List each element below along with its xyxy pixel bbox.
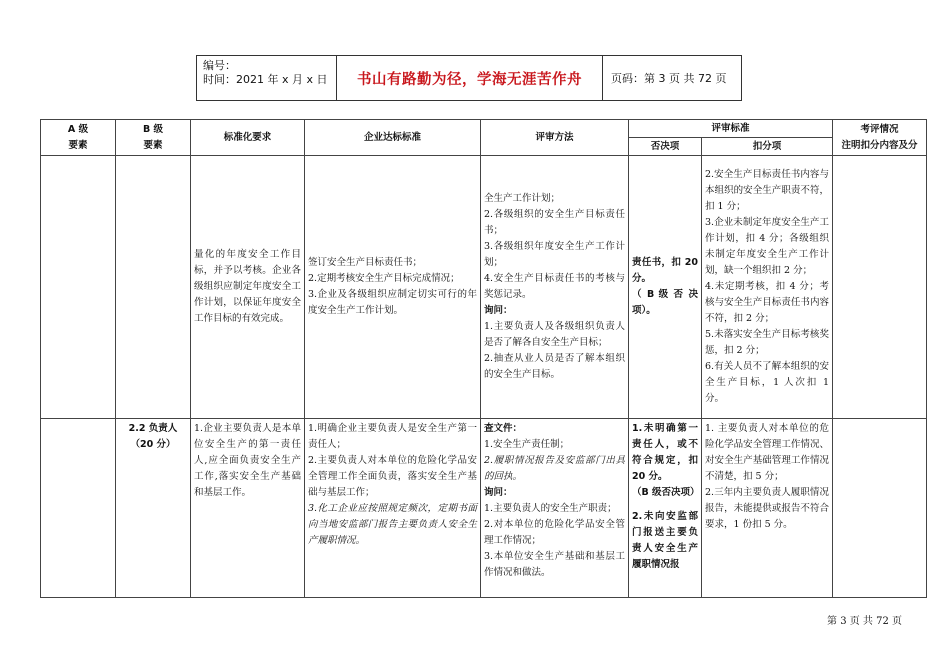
header-review-standard: 评审标准 <box>629 120 833 138</box>
header-veto: 否决项 <box>629 138 702 156</box>
header-evaluation: 考评情况 注明扣分内容及分 <box>833 120 927 156</box>
enterprise-standard-cell: 签订安全生产目标责任书； 2.定期考核安全生产目标完成情况； 3.企业及各级组织应制定切实可行的年度安全生产工作计划。 <box>305 156 481 419</box>
deduct-cell: 2.安全生产目标责任书内容与本组织的安全生产职责不符，扣 1 分； 3.企业未制定年度安全生产工作计划，扣 4 分；各级组织未制定年度安全生产工作计划，缺一个组织扣 2 分； 4.未定期考核，扣 4 分；考核与安全生产目标责任书内容不符，扣 2 分； 5.未落实安全生产目标考核奖惩，扣 2 分； 6.有关人员不了解本组织的安全生产目标，1 人次扣 1 分。 <box>702 156 833 419</box>
enterprise-standard-cell: 1.明确企业主要负责人是安全生产第一责任人； 2.主要负责人对本单位的危险化学品安全管理工作全面负责，落实安全生产基础与基层工作； 3.化工企业应按照规定频次，定期书面向当地安监部门报告主要负责人安全生产履职情况。 <box>305 419 481 598</box>
document-header <box>196 55 742 101</box>
header-motto: 书山有路勤为径，学海无涯苦作舟 <box>337 56 603 100</box>
header-page-label: 页码：第 3 页 共 72 页 <box>611 72 727 85</box>
a-level-cell <box>41 156 116 419</box>
evaluation-cell <box>833 419 927 598</box>
document-number-label: 编号： <box>203 59 236 72</box>
b-level-cell <box>116 156 191 419</box>
table-row <box>41 156 927 419</box>
header-a-level: A 级 要素 <box>41 120 116 156</box>
evaluation-table <box>40 119 927 598</box>
a-level-cell <box>41 419 116 598</box>
standard-requirement-cell: 量化的年度安全工作目标，并予以考核。企业各级组织应制定年度安全工作计划，以保证年度安全工作目标的有效完成。 <box>191 156 305 419</box>
veto-cell: 1.未明确第一责任人，或不符合规定，扣 20 分。 （B 级否决项） 2.未向安监部门报送主要负责人安全生产履职情况报 <box>629 419 702 598</box>
deduct-cell: 1. 主要负责人对本单位的危险化学品安全管理工作情况、对安全生产基础管理工作情况不清楚，扣 5 分； 2.三年内主要负责人履职情况报告，未能提供或报告不符合要求，1 份扣 5 分。 <box>702 419 833 598</box>
header-standard-requirement: 标准化要求 <box>191 120 305 156</box>
review-method-cell: 查文件： 1.安全生产责任制； 2.履职情况报告及安监部门出具的回执。 询问： 1.主要负责人的安全生产职责； 2.对本单位的危险化学品安全管理工作情况； 3.本单位安全生产基础和基层工作情况和做法。 <box>481 419 629 598</box>
header-deduct: 扣分项 <box>702 138 833 156</box>
table-header-row-1 <box>41 120 927 138</box>
header-info <box>197 56 337 100</box>
header-enterprise-standard: 企业达标标准 <box>305 120 481 156</box>
header-review-method: 评审方法 <box>481 120 629 156</box>
table-row <box>41 419 927 598</box>
standard-requirement-cell: 1.企业主要负责人是本单位安全生产的第一责任人,应全面负责安全生产工作,落实安全生产基础和基层工作。 <box>191 419 305 598</box>
evaluation-cell <box>833 156 927 419</box>
b-level-cell: 2.2 负责人（20 分） <box>116 419 191 598</box>
document-time-label: 时间：2021 年 x 月 x 日 <box>203 73 328 86</box>
veto-cell: 责任书，扣 20 分。 （ B 级 否 决项）。 <box>629 156 702 419</box>
review-method-cell: 全生产工作计划； 2.各级组织的安全生产目标责任书； 3.各级组织年度安全生产工作计划； 4.安全生产目标责任书的考核与奖惩记录。 询问： 1.主要负责人及各级组织负责人是否了解各自安全生产目标； 2.抽查从业人员是否了解本组织的安全生产目标。 <box>481 156 629 419</box>
page-footer: 第 3 页 共 72 页 <box>827 616 902 627</box>
header-b-level: B 级 要素 <box>116 120 191 156</box>
